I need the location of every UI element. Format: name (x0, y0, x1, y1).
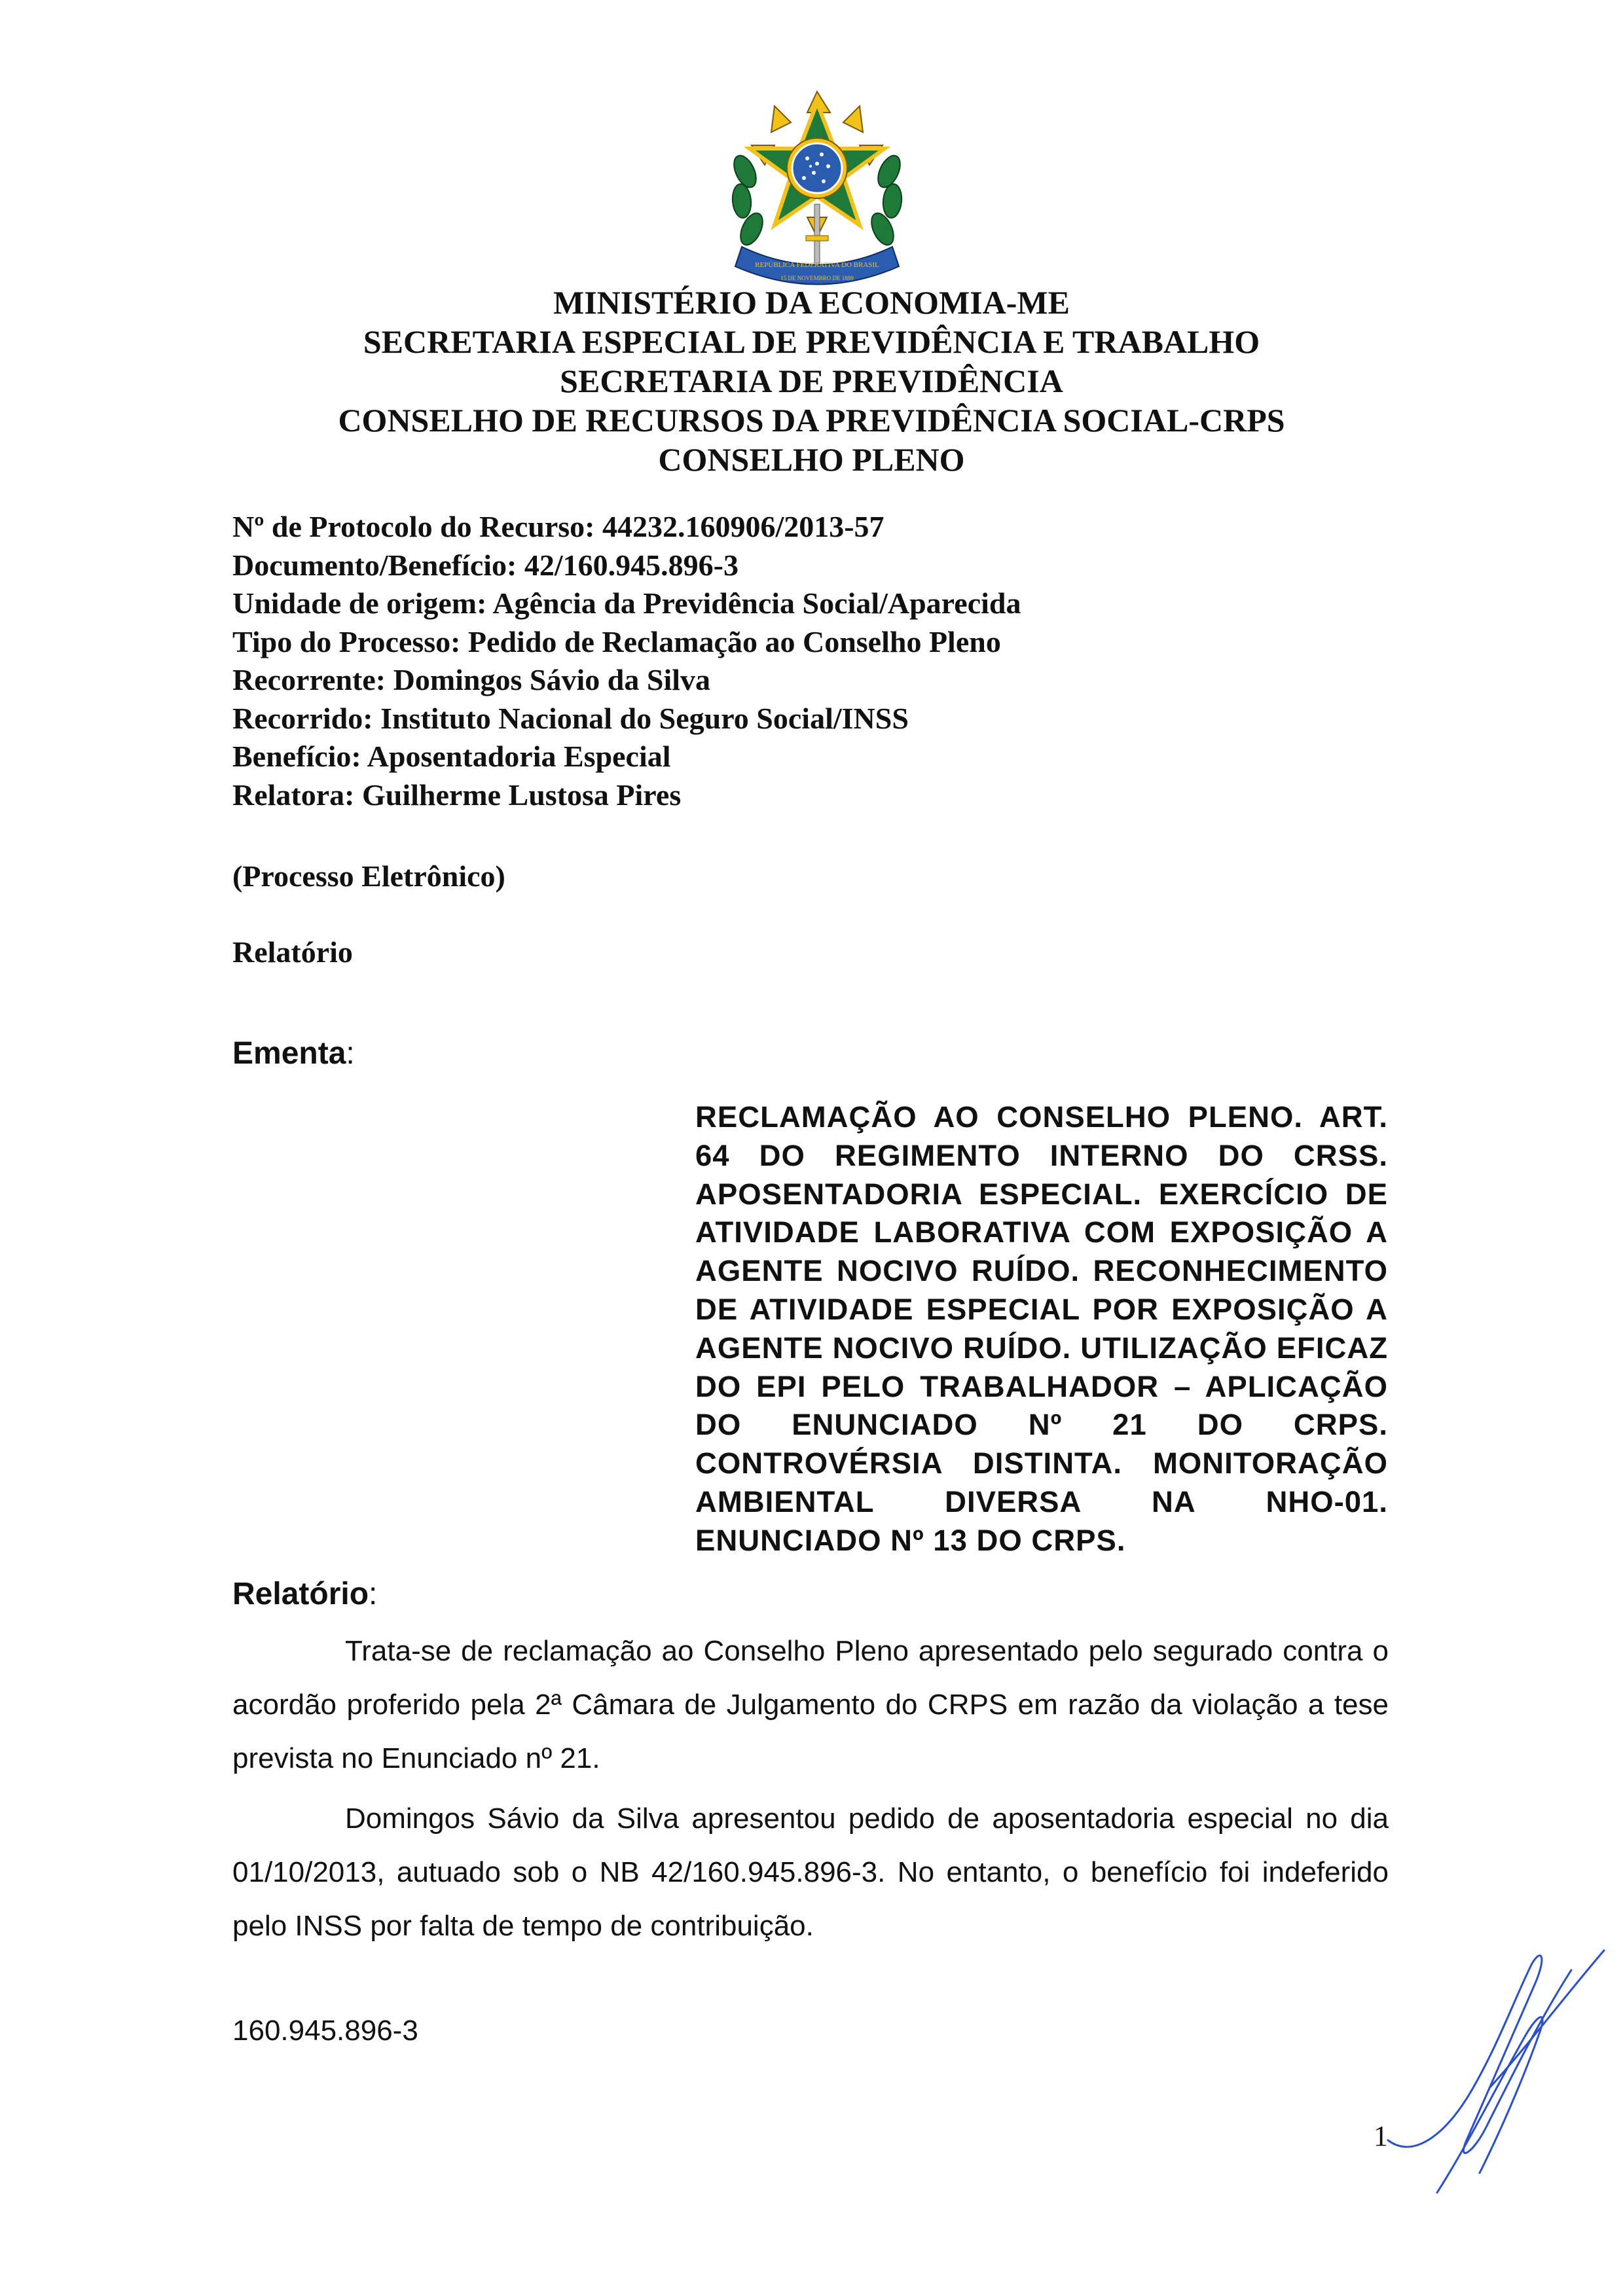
meta-benefit: Benefício: Aposentadoria Especial (232, 740, 671, 773)
ementa-label: Ementa: (232, 1036, 355, 1071)
process-metadata (232, 508, 1021, 814)
handwritten-signature (1375, 1924, 1611, 2212)
emblem-motto: REPÚBLICA FEDERATIVA DO BRASIL (755, 261, 879, 269)
page-number: 1 (1374, 2120, 1388, 2152)
coat-of-arms-emblem (722, 86, 912, 302)
ementa-label-text: Ementa (232, 1036, 346, 1071)
report-paragraph (232, 1624, 1389, 1785)
electronic-process-note: (Processo Eletrônico) (232, 859, 505, 893)
emblem-date: 15 DE NOVEMBRO DE 1889 (780, 275, 854, 281)
meta-process-type: Tipo do Processo: Pedido de Reclamação ao Conselho Pleno (232, 624, 1001, 658)
ementa-text: RECLAMAÇÃO AO CONSELHO PLENO. ART. 64 DO REGIMENTO INTERNO DO CRSS. APOSENTADORIA ESPECIAL. EXERCÍCIO DE ATIVIDADE LABORATIVA COM EXPOSIÇÃO A AGENTE NOCIVO RUÍDO. RECONHECIMENTO DE ATIVIDADE ESPECIAL POR EXPOSIÇÃO A AGENTE NOCIVO RUÍDO. UTILIZAÇÃO EFICAZ DO EPI PELO TRABALHADOR – APLICAÇÃO DO ENUNCIADO Nº 21 DO CRPS. CONTROVÉRSIA DISTINTA. MONITORAÇÃO AMBIENTAL DIVERSA NA NHO-01. ENUNCIADO Nº 13 DO CRPS. (695, 1100, 1388, 1557)
header-special-secretariat: SECRETARIA ESPECIAL DE PREVIDÊNCIA E TRABALHO (363, 323, 1260, 360)
report-paragraph-text: Domingos Sávio da Silva apresentou pedido de aposentadoria especial no dia 01/10/2013, autuado sob o NB 42/160.945.896-3. No entanto, o benefício foi indeferido pelo INSS por falta de tempo de contribuição. (232, 1803, 1389, 1942)
report-title: Relatório (232, 935, 353, 969)
header-ministry: MINISTÉRIO DA ECONOMIA-ME (553, 284, 1070, 321)
meta-respondent: Recorrido: Instituto Nacional do Seguro Social/INSS (232, 701, 909, 735)
meta-appellant: Recorrente: Domingos Sávio da Silva (232, 663, 711, 696)
meta-protocol: Nº de Protocolo do Recurso: 44232.160906/2013-57 (232, 510, 884, 543)
header-plenary: CONSELHO PLENO (658, 441, 965, 478)
relatorio-label: Relatório: (232, 1577, 378, 1611)
meta-rapporteur: Relatora: Guilherme Lustosa Pires (232, 778, 682, 812)
meta-origin-unit: Unidade de origem: Agência da Previdência Social/Aparecida (232, 586, 1021, 620)
meta-document: Documento/Benefício: 42/160.945.896-3 (232, 548, 739, 582)
report-paragraph (232, 1792, 1389, 1953)
report-paragraph-text: Trata-se de reclamação ao Conselho Pleno apresentado pelo segurado contra o acordão proferido pela 2ª Câmara de Julgamento do CRPS em razão da violação a tese prevista no Enunciado nº 21. (232, 1635, 1389, 1774)
header-council: CONSELHO DE RECURSOS DA PREVIDÊNCIA SOCIAL-CRPS (338, 402, 1285, 439)
relatorio-label-text: Relatório (232, 1577, 369, 1611)
header-secretariat: SECRETARIA DE PREVIDÊNCIA (560, 363, 1063, 399)
footer-reference: 160.945.896-3 (232, 2015, 418, 2047)
document-header (0, 283, 1623, 479)
